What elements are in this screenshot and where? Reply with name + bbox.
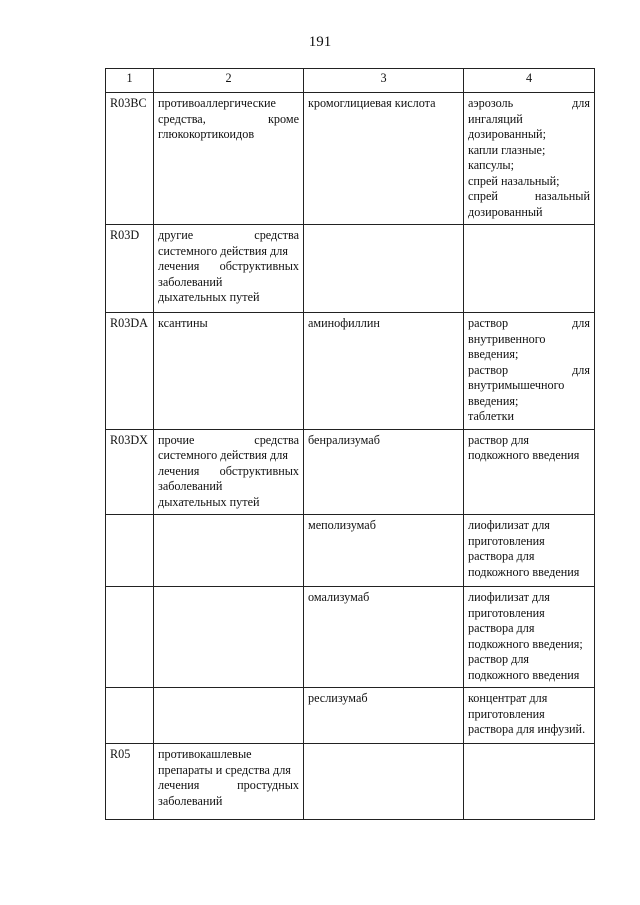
dosage-form-line: раствор для xyxy=(468,362,590,377)
table-row xyxy=(106,587,595,688)
group-line: заболеваний xyxy=(158,479,223,493)
dosage-form-cell xyxy=(464,313,595,430)
group-line: системного действия для xyxy=(158,448,288,462)
dosage-form-line: приготовления xyxy=(468,605,545,620)
dosage-form-line: подкожного введения xyxy=(468,448,580,462)
group-line: прочие средства xyxy=(158,432,299,447)
dosage-form-cell xyxy=(464,93,595,225)
column-header-4: 4 xyxy=(464,69,595,93)
dosage-form-line: раствора для xyxy=(468,621,535,635)
dosage-form-line: приготовления xyxy=(468,706,545,721)
active-substance-cell: омализумаб xyxy=(304,587,464,688)
dosage-form-cell xyxy=(464,744,595,820)
atc-code-cell: R03DX xyxy=(106,429,154,515)
pharmacological-group-cell xyxy=(154,515,304,587)
active-substance-cell xyxy=(304,225,464,313)
dosage-form-line: аэрозоль для xyxy=(468,96,590,110)
pharmacological-group-cell xyxy=(154,587,304,688)
dosage-form-line: дозированный; xyxy=(468,127,546,141)
active-substance-cell: меполизумаб xyxy=(304,515,464,587)
group-line: заболеваний xyxy=(158,274,223,289)
pharmacological-group-cell xyxy=(154,429,304,515)
dosage-form-line: ингаляций xyxy=(468,111,523,126)
table-row xyxy=(106,225,595,313)
group-line: лечения простудных xyxy=(158,778,299,792)
dosage-form-line: таблетки xyxy=(468,409,515,423)
group-line: противоаллергические xyxy=(158,96,276,110)
atc-code-cell: R03BC xyxy=(106,93,154,225)
atc-code-cell: R03DA xyxy=(106,313,154,430)
table-row xyxy=(106,93,595,225)
dosage-form-line: раствора для xyxy=(468,549,535,563)
table-body xyxy=(106,93,595,820)
pharmacological-group-cell xyxy=(154,688,304,744)
table-row xyxy=(106,515,595,587)
group-line: системного действия для xyxy=(158,243,288,258)
dosage-form-line: раствора для инфузий. xyxy=(468,722,586,736)
group-line: средства, кроме xyxy=(158,111,299,126)
dosage-form-line: спрей назальный; xyxy=(468,173,560,188)
dosage-form-line: подкожного введения xyxy=(468,564,580,579)
pharmacological-group-cell xyxy=(154,744,304,820)
table-header-row xyxy=(106,69,595,93)
group-line: лечения обструктивных xyxy=(158,259,299,273)
active-substance-cell xyxy=(304,744,464,820)
dosage-form-line: раствор для xyxy=(468,432,530,447)
pharmacological-group-cell xyxy=(154,313,304,430)
dosage-form-line: подкожного введения xyxy=(468,667,580,682)
dosage-form-line: капли глазные; xyxy=(468,142,546,157)
dosage-form-line: раствор для xyxy=(468,652,530,666)
drug-table xyxy=(105,68,595,820)
dosage-form-line: дозированный xyxy=(468,204,543,219)
dosage-form-cell xyxy=(464,225,595,313)
dosage-form-cell xyxy=(464,515,595,587)
dosage-form-line: спрей назальный xyxy=(468,189,590,203)
pharmacological-group-cell xyxy=(154,93,304,225)
dosage-form-line: концентрат для xyxy=(468,691,548,705)
dosage-form-cell xyxy=(464,429,595,515)
table-row xyxy=(106,313,595,430)
group-line: препараты и средства для xyxy=(158,762,291,777)
group-line: лечения обструктивных xyxy=(158,463,299,478)
group-line: другие средства xyxy=(158,228,299,242)
atc-code-cell: R03D xyxy=(106,225,154,313)
atc-code-cell: R05 xyxy=(106,744,154,820)
dosage-form-line: капсулы; xyxy=(468,158,514,172)
group-line: дыхательных путей xyxy=(158,494,260,509)
dosage-form-line: лиофилизат для xyxy=(468,590,550,604)
dosage-form-line: введения; xyxy=(468,347,519,361)
column-header-1: 1 xyxy=(106,69,154,93)
group-line: противокашлевые xyxy=(158,747,252,761)
atc-code-cell xyxy=(106,587,154,688)
atc-code-cell xyxy=(106,515,154,587)
dosage-form-line: внутримышечного xyxy=(468,378,565,392)
atc-code-cell xyxy=(106,688,154,744)
dosage-form-line: введения; xyxy=(468,393,519,408)
dosage-form-line: лиофилизат для xyxy=(468,518,550,532)
group-line: глюкокортикоидов xyxy=(158,127,255,141)
table-row xyxy=(106,429,595,515)
page-number: 191 xyxy=(308,34,332,50)
group-line: дыхательных путей xyxy=(158,290,260,304)
dosage-form-cell xyxy=(464,688,595,744)
group-line: заболеваний xyxy=(158,793,223,808)
active-substance-cell: аминофиллин xyxy=(304,313,464,430)
dosage-form-cell xyxy=(464,587,595,688)
table-row xyxy=(106,688,595,744)
active-substance-cell: реслизумаб xyxy=(304,688,464,744)
dosage-form-line: подкожного введения; xyxy=(468,636,583,651)
column-header-3: 3 xyxy=(304,69,464,93)
table-row xyxy=(106,744,595,820)
pharmacological-group-cell xyxy=(154,225,304,313)
dosage-form-line: раствор для xyxy=(468,316,590,330)
column-header-2: 2 xyxy=(154,69,304,93)
dosage-form-line: внутривенного xyxy=(468,331,546,346)
dosage-form-line: приготовления xyxy=(468,533,545,548)
group-line: ксантины xyxy=(158,316,208,330)
active-substance-cell: кромоглициевая кислота xyxy=(304,93,464,225)
active-substance-cell: бенрализумаб xyxy=(304,429,464,515)
